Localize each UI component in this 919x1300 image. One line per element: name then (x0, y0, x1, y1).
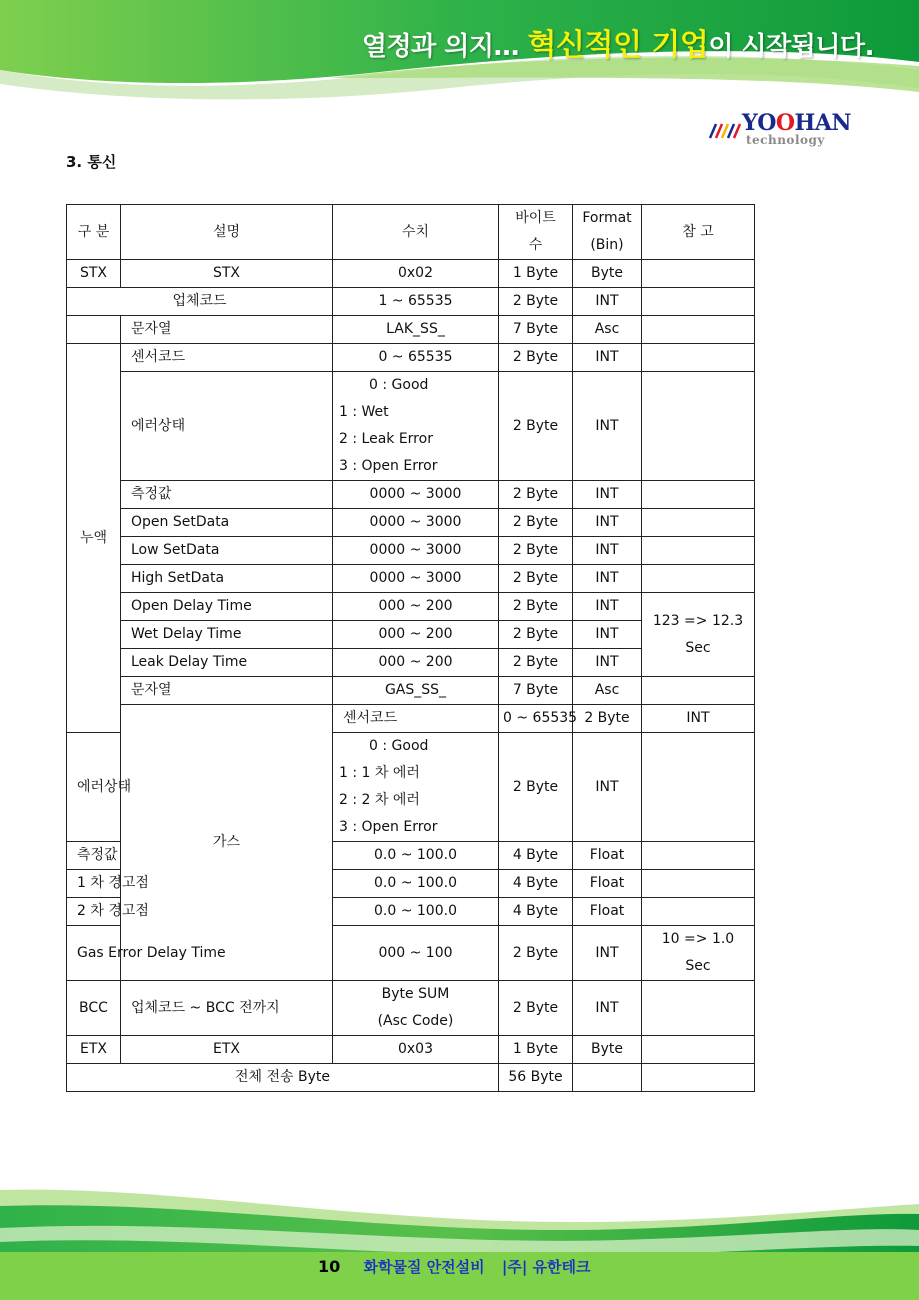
slogan-highlight: 혁신적인 기업 (527, 28, 709, 63)
table-row: 측정값 0.0 ~ 100.0 4 Byte Float (67, 842, 755, 870)
total-label: 전체 전송 Byte (67, 1064, 499, 1092)
table-row: 가스 센서코드 0 ~ 65535 2 Byte INT (67, 705, 755, 733)
error-state-values: 0 : Good 1 : Wet 2 : Leak Error 3 : Open Error (333, 372, 499, 481)
gas-delay-note: 10 => 1.0 Sec (642, 926, 755, 981)
table-row: 문자열 LAK_SS_ 7 Byte Asc (67, 316, 755, 344)
header-value: 수치 (333, 205, 499, 260)
table-total-row (67, 1064, 755, 1092)
table-row: Wet Delay Time 000 ~ 200 2 Byte INT (67, 621, 755, 649)
table-row: 2 차 경고점 0.0 ~ 100.0 4 Byte Float (67, 898, 755, 926)
footer-title: 화학물질 안전설비 (363, 1258, 485, 1276)
table-row: Low SetData 0000 ~ 3000 2 Byte INT (67, 537, 755, 565)
table-row: Gas Error Delay Time 000 ~ 100 2 Byte INT 10 => 1.0 Sec (67, 926, 755, 981)
gas-error-state-values: 0 : Good 1 : 1 차 에러 2 : 2 차 에러 3 : Open Error (333, 733, 499, 842)
table-row: 에러상태 0 : Good 1 : 1 차 에러 2 : 2 차 에러 3 : Open Error 2 Byte INT (67, 733, 755, 842)
protocol-table (66, 204, 755, 1092)
table-row: 업체코드 1 ~ 65535 2 Byte INT (67, 288, 755, 316)
table-row: 에러상태 0 : Good 1 : Wet 2 : Leak Error 3 : Open Error 2 Byte INT (67, 372, 755, 481)
footer (318, 1256, 591, 1277)
table-row: 1 차 경고점 0.0 ~ 100.0 4 Byte Float (67, 870, 755, 898)
total-bytes: 56 Byte (499, 1064, 573, 1092)
table-row: High SetData 0000 ~ 3000 2 Byte INT (67, 565, 755, 593)
table-row: 문자열 GAS_SS_ 7 Byte Asc (67, 677, 755, 705)
header-description: 설명 (121, 205, 333, 260)
category-leak: 누액 (67, 344, 121, 733)
footer-banner (0, 1190, 919, 1300)
table-row: Open SetData 0000 ~ 3000 2 Byte INT (67, 509, 755, 537)
table-row: Leak Delay Time 000 ~ 200 2 Byte INT (67, 649, 755, 677)
table-row: BCC 업체코드 ~ BCC 전까지 Byte SUM (Asc Code) 2 Byte INT (67, 981, 755, 1036)
delay-note: 123 => 12.3 Sec (642, 593, 755, 677)
company-logo-text: YOOHAN (742, 110, 852, 136)
header-slogan: 열정과 의지… 혁신적인 기업이 시작됩니다. (361, 28, 874, 63)
table-row: 누액 센서코드 0 ~ 65535 2 Byte INT (67, 344, 755, 372)
section-title: 3. 통신 (66, 153, 117, 171)
header-format: Format (Bin) (573, 205, 642, 260)
footer-company: |주| 유한테크 (501, 1258, 591, 1276)
table-row: 측정값 0000 ~ 3000 2 Byte INT (67, 481, 755, 509)
header-category: 구 분 (67, 205, 121, 260)
table-row: ETX ETX 0x03 1 Byte Byte (67, 1036, 755, 1064)
table-header-row (67, 205, 755, 260)
company-logo-subtitle: technology (746, 133, 825, 147)
table-row: STX STX 0x02 1 Byte Byte (67, 260, 755, 288)
page-number: 10 (318, 1257, 341, 1276)
table-row: Open Delay Time 000 ~ 200 2 Byte INT 123 => 12.3 Sec (67, 593, 755, 621)
category-gas: 가스 (121, 705, 333, 981)
header-note: 참 고 (642, 205, 755, 260)
header-bytes: 바이트 수 (499, 205, 573, 260)
